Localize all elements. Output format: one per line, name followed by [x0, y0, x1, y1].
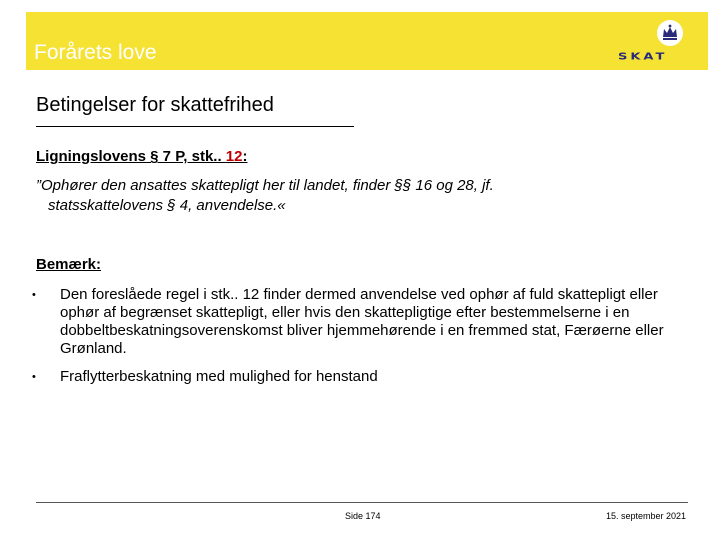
skat-logo — [618, 20, 686, 66]
law-reference — [36, 148, 247, 165]
note-label: Bemærk: — [36, 256, 102, 273]
footer-date: 15. september 2021 — [605, 511, 686, 521]
list-item — [32, 286, 672, 358]
law-reference-suffix: : — [242, 148, 248, 165]
page-number: Side 174 — [345, 511, 381, 521]
law-reference-prefix: Ligningslovens § 7 P, stk.. — [36, 148, 226, 165]
subtitle-divider — [36, 126, 354, 127]
crown-icon — [657, 20, 683, 46]
slide-subtitle: Betingelser for skattefrihed — [36, 94, 274, 116]
bullet-icon: • — [32, 371, 36, 383]
bullet-list — [32, 286, 672, 396]
footer-divider — [36, 502, 688, 503]
quote-line-1: ”Ophører den ansattes skattepligt her til landet, finder §§ 16 og 28, jf. — [36, 177, 494, 194]
bullet-icon: • — [32, 289, 36, 301]
law-reference-highlight: 12 — [225, 148, 243, 165]
quote-line-2: statsskattelovens § 4, anvendelse.« — [48, 197, 286, 214]
bullet-text: Fraflytterbeskatning med mulighed for henstand — [60, 368, 378, 385]
law-quote — [36, 176, 636, 216]
bullet-text: Den foreslåede regel i stk.. 12 finder dermed anvendelse ved ophør af fuld skattepligt eller ophør af begrænset skattepligt, eller hvis den skattepligtige efter bestemmelserne i en dobbeltbeskatningsoverenskomst bliver hjemmehørende i en fremmed stat, Færøerne eller Grønland. — [60, 286, 664, 357]
logo-wordmark: SKAT — [618, 51, 668, 63]
list-item — [32, 368, 672, 386]
header-band — [26, 12, 708, 70]
header-title: Forårets love — [34, 41, 157, 64]
